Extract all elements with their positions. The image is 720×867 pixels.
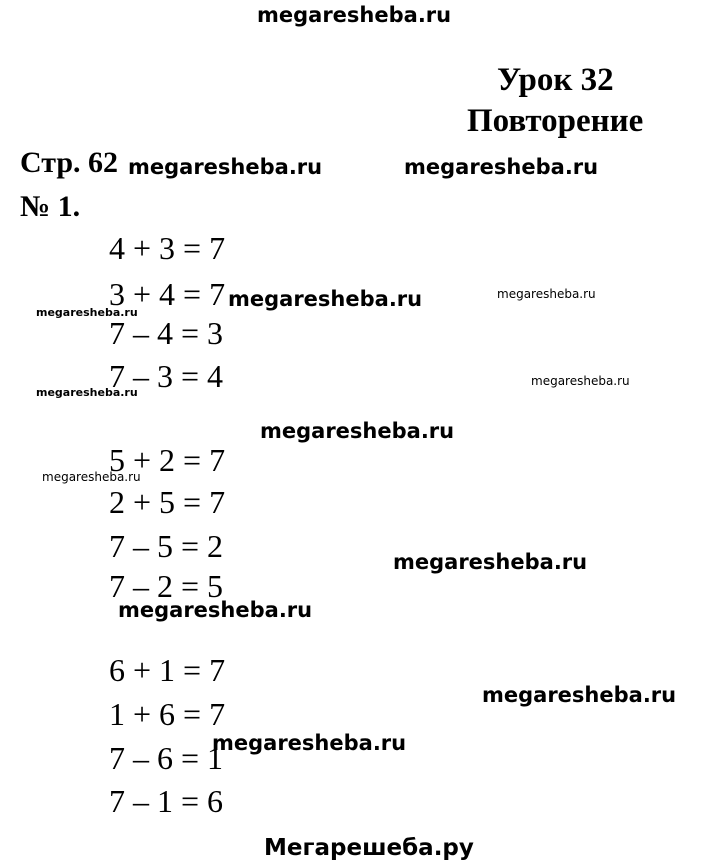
equation: 7 – 5 = 2 (109, 528, 224, 564)
watermark: megaresheba.ru (404, 155, 599, 179)
equation: 7 – 2 = 5 (109, 568, 224, 604)
equation: 7 – 1 = 6 (109, 783, 224, 819)
equation: 5 + 2 = 7 (109, 442, 226, 478)
watermark: megaresheba.ru (128, 155, 323, 179)
lesson-subtitle: Повторение (467, 103, 644, 139)
watermark: megaresheba.ru (36, 386, 138, 399)
watermark: megaresheba.ru (212, 731, 407, 755)
watermark: megaresheba.ru (118, 598, 313, 622)
equation: 7 – 4 = 3 (109, 315, 224, 351)
equation: 4 + 3 = 7 (109, 230, 226, 266)
watermark-top: megaresheba.ru (257, 3, 452, 27)
equation: 7 – 3 = 4 (109, 358, 224, 394)
watermark: megaresheba.ru (42, 470, 141, 484)
watermark: megaresheba.ru (228, 287, 423, 311)
task-number: № 1. (20, 190, 81, 223)
equation: 2 + 5 = 7 (109, 484, 226, 520)
equation: 3 + 4 = 7 (109, 276, 226, 312)
footer-watermark: Мегарешеба.ру (264, 835, 474, 861)
equation: 7 – 6 = 1 (109, 740, 224, 776)
watermark: megaresheba.ru (531, 374, 630, 388)
watermark: megaresheba.ru (482, 683, 677, 707)
equation: 6 + 1 = 7 (109, 652, 226, 688)
equation: 1 + 6 = 7 (109, 696, 226, 732)
watermark: megaresheba.ru (497, 287, 596, 301)
watermark: megaresheba.ru (36, 306, 138, 319)
lesson-title: Урок 32 (497, 62, 614, 98)
watermark: megaresheba.ru (393, 550, 588, 574)
watermark: megaresheba.ru (260, 419, 455, 443)
page-reference: Стр. 62 (20, 146, 119, 179)
